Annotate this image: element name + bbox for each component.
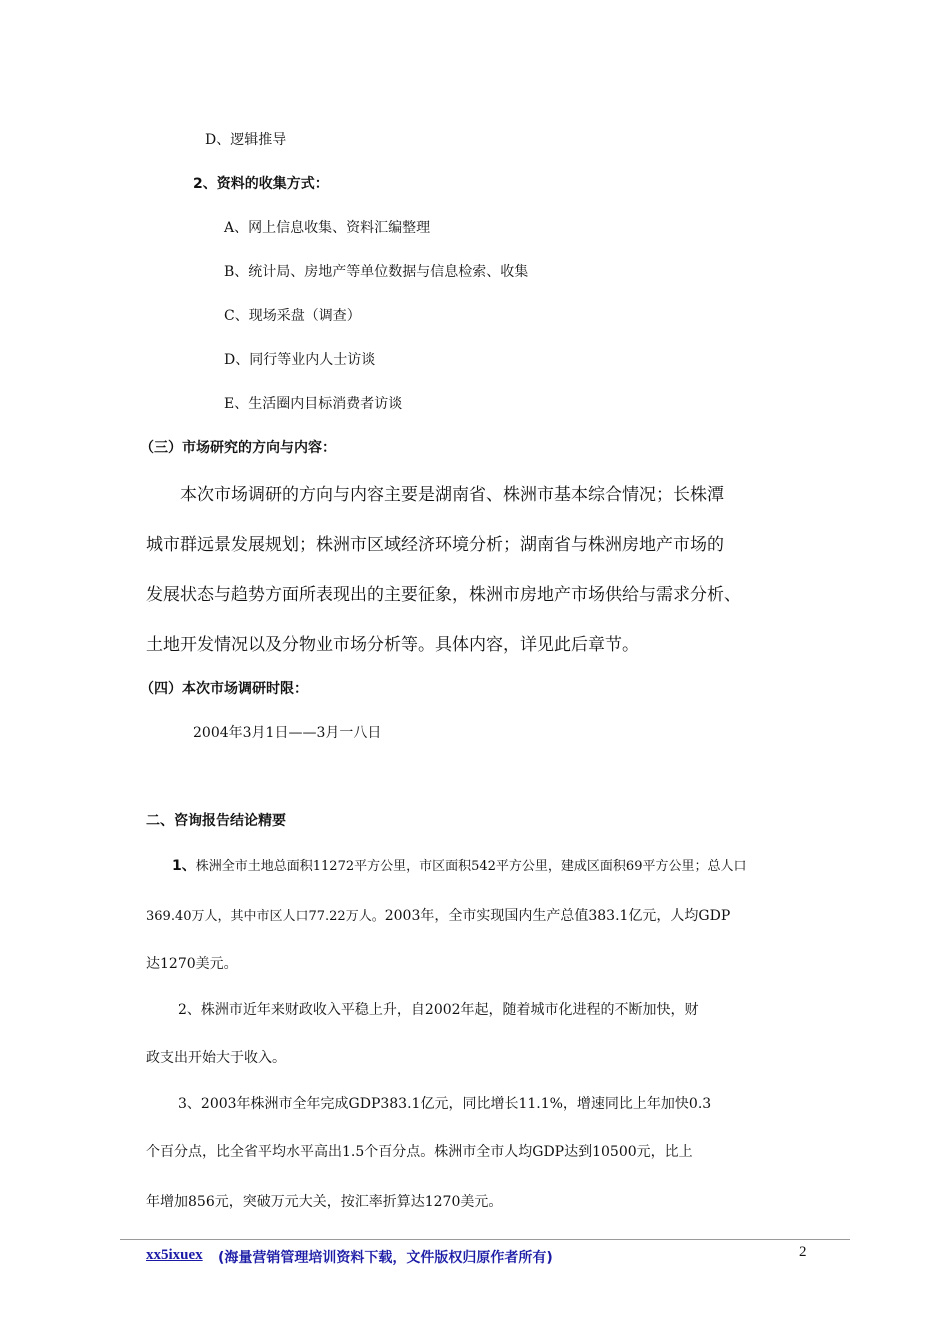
point1-line3: 达1270美元。 [146, 956, 238, 972]
point1-number: 1、 [172, 858, 196, 874]
section4-heading: （四）本次市场调研时限： [140, 681, 308, 697]
method-d: D、逻辑推导 [205, 132, 287, 148]
section3-body-line4: 土地开发情况以及分物业市场分析等。具体内容，详见此后章节。 [146, 635, 639, 655]
point3-line1: 3、2003年株洲市全年完成GDP383.1亿元，同比增长11.1%，增速同比上年加快0.3 [178, 1096, 712, 1112]
part2-heading: 二、咨询报告结论精要 [146, 813, 286, 829]
section3-body-line1: 本次市场调研的方向与内容主要是湖南省、株洲市基本综合情况；长株潭 [180, 485, 724, 505]
collection-item-e: E、生活圈内目标消费者访谈 [224, 396, 403, 412]
point1-text2a: 369.40万人，其中市区人口77.22万人。 [146, 909, 385, 924]
section4-body: 2004年3月1日——3月一八日 [193, 725, 382, 741]
point1-text1: 株洲全市土地总面积11272平方公里，市区面积542平方公里，建成区面积69平方公里；总人口 [195, 859, 747, 874]
point1-line1 [172, 855, 746, 875]
collection-item-c: C、现场采盘（调查） [224, 308, 361, 324]
point2-line1: 2、株洲市近年来财政收入平稳上升，自2002年起，随着城市化进程的不断加快，财 [178, 1002, 699, 1018]
footer-site-link[interactable]: xx5ixuex [146, 1247, 203, 1263]
section3-body-line2: 城市群远景发展规划；株洲市区域经济环境分析；湖南省与株洲房地产市场的 [146, 535, 724, 555]
section3-heading: （三）市场研究的方向与内容： [140, 440, 336, 456]
point1-line2 [146, 905, 730, 925]
page-number: 2 [799, 1244, 807, 1260]
point1-text2b: 2003年，全市实现国内生产总值383.1亿元，人均GDP [384, 908, 731, 924]
point3-line2: 个百分点，比全省平均水平高出1.5个百分点。株洲市全市人均GDP达到10500元，比上 [146, 1144, 693, 1160]
footer-note: (海量营销管理培训资料下载，文件版权归原作者所有) [218, 1250, 553, 1266]
collection-item-d: D、同行等业内人士访谈 [224, 352, 376, 368]
point3-line3: 年增加856元，突破万元大关，按汇率折算达1270美元。 [146, 1194, 503, 1210]
point2-line2: 政支出开始大于收入。 [146, 1050, 286, 1066]
section2-heading: 2、资料的收集方式： [193, 176, 329, 192]
section3-body-line3: 发展状态与趋势方面所表现出的主要征象，株洲市房地产市场供给与需求分析、 [146, 585, 741, 605]
collection-item-b: B、统计局、房地产等单位数据与信息检索、收集 [224, 264, 529, 280]
collection-item-a: A、网上信息收集、资料汇编整理 [224, 220, 431, 236]
footer-divider [120, 1239, 850, 1240]
